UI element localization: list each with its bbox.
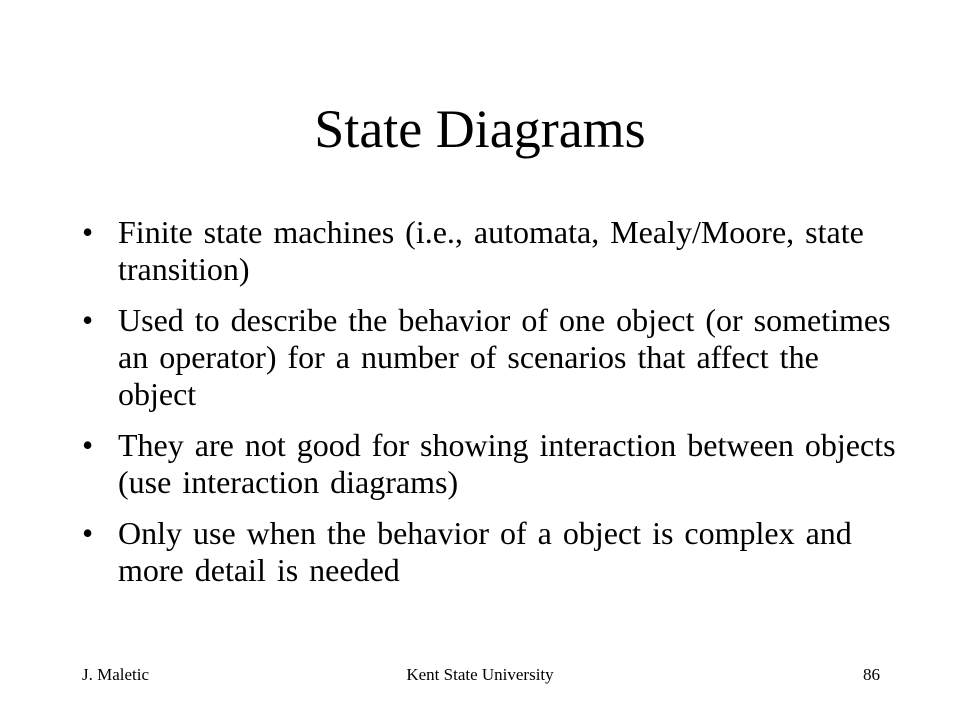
- bullet-list: [80, 214, 900, 603]
- bullet-text: Finite state machines (i.e., automata, Mealy/Moore, state transition): [118, 214, 864, 287]
- slide-title: State Diagrams: [314, 99, 646, 159]
- bullet-marker: •: [82, 214, 94, 250]
- footer-page-number: 86: [863, 665, 880, 684]
- bullet-item: [80, 427, 900, 501]
- bullet-marker: •: [82, 302, 94, 338]
- bullet-text: Used to describe the behavior of one object (or sometimes an operator) for a number of scenarios that affect the object: [118, 302, 891, 412]
- bullet-text: Only use when the behavior of a object is complex and more detail is needed: [118, 515, 852, 588]
- bullet-marker: •: [82, 515, 94, 551]
- footer-institution: Kent State University: [406, 665, 554, 684]
- bullet-item: [80, 302, 900, 413]
- bullet-item: [80, 214, 900, 288]
- bullet-marker: •: [82, 427, 94, 463]
- bullet-text: They are not good for showing interaction between objects (use interaction diagrams): [118, 427, 896, 500]
- bullet-item: [80, 515, 900, 589]
- footer-author: J. Maletic: [82, 665, 150, 684]
